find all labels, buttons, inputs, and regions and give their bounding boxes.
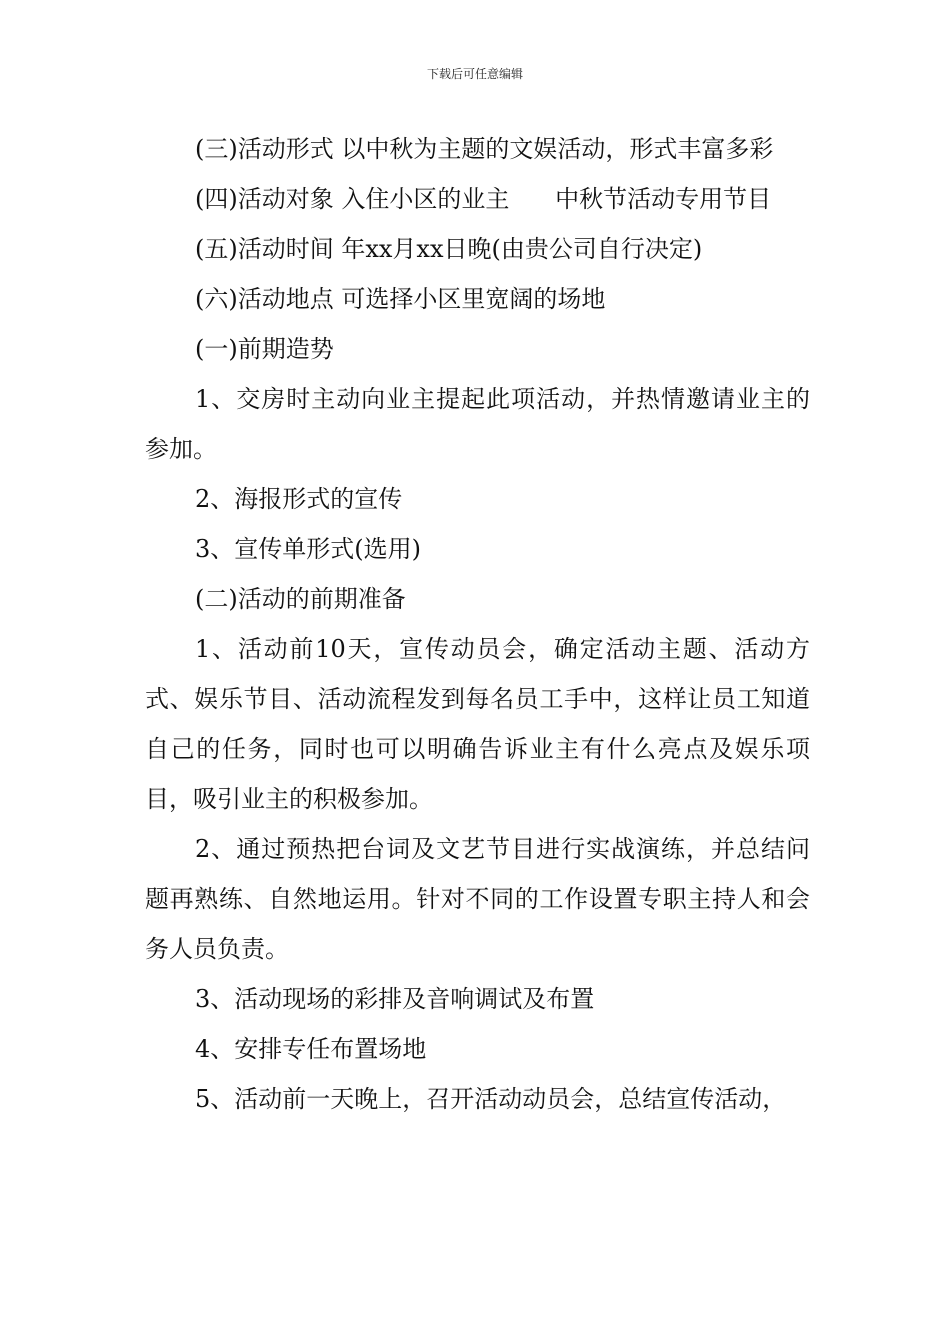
list-item: 1、交房时主动向业主提起此项活动，并热情邀请业主的参加。 [145, 385, 810, 463]
paragraph-activity-location: (六)活动地点 可选择小区里宽阔的场地 [195, 285, 606, 313]
list-item: 3、活动现场的彩排及音响调试及布置 [195, 985, 595, 1013]
paragraph-activity-audience: (四)活动对象 入住小区的业主 中秋节活动专用节目 [195, 185, 772, 213]
paragraph-activity-form: (三)活动形式 以中秋为主题的文娱活动，形式丰富多彩 [195, 135, 774, 163]
page-header: 下载后可任意编辑 [426, 67, 523, 81]
paragraph-activity-time: (五)活动时间 年xx月xx日晚(由贵公司自行决定) [195, 235, 703, 263]
document-body [145, 124, 810, 1124]
section-heading-preparation: (二)活动的前期准备 [195, 585, 406, 613]
list-item: 2、海报形式的宣传 [195, 485, 403, 513]
list-item: 2、通过预热把台词及文艺节目进行实战演练，并总结问题再熟练、自然地运用。针对不同的工作设置专职主持人和会务人员负责。 [145, 835, 810, 963]
list-item: 5、活动前一天晚上，召开活动动员会，总结宣传活动， [195, 1085, 787, 1113]
list-item: 3、宣传单形式(选用) [195, 535, 421, 563]
section-heading-early-promotion: (一)前期造势 [195, 335, 334, 363]
list-item: 1、活动前10天，宣传动员会，确定活动主题、活动方式、娱乐节目、活动流程发到每名员工手中，这样让员工知道自己的任务，同时也可以明确告诉业主有什么亮点及娱乐项目，吸引业主的积极参加。 [145, 635, 810, 813]
list-item: 4、安排专任布置场地 [195, 1035, 427, 1063]
